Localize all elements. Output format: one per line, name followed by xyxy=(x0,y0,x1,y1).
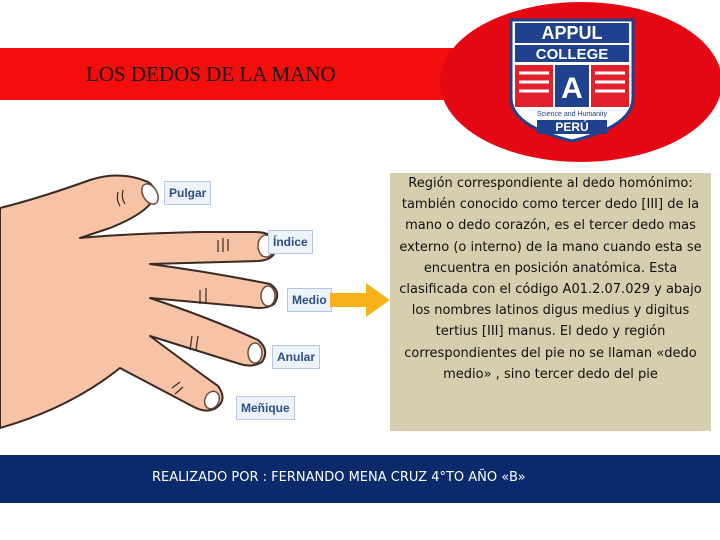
logo-motto: Science and Humanity xyxy=(536,111,608,118)
finger-label-indice: Índice xyxy=(268,230,313,254)
logo-emblem: A xyxy=(561,72,583,105)
finger-label-pulgar: Pulgar xyxy=(164,181,211,205)
logo-country: PERÚ xyxy=(555,120,589,134)
logo-line1: APPUL xyxy=(541,23,603,43)
college-logo xyxy=(507,18,637,143)
finger-label-medio: Medio xyxy=(287,288,332,312)
logo-line2: COLLEGE xyxy=(535,46,609,63)
page-title: LOS DEDOS DE LA MANO xyxy=(86,62,336,86)
right-arrow-icon xyxy=(330,283,390,317)
footer-credit: REALIZADO POR : FERNANDO MENA CRUZ 4°TO AÑO «B» xyxy=(152,470,526,485)
finger-label-anular: Anular xyxy=(272,345,320,369)
description-text: Región correspondiente al dedo homónimo: también conocido como tercer dedo [III] de la mano o dedo corazón, es el tercer dedo mas externo (o interno) de la mano cuando esta se encuentra en posición anatómica. Esta clasificada con el código A01.2.07.029 y abajo los nombres latinos digus medius y digitus tertius [III] manus. El dedo y región correspondientes del pie no se llaman «dedo medio» , sino tercer dedo del pie xyxy=(399,176,702,382)
description-box xyxy=(390,173,711,431)
finger-label-menique: Meñique xyxy=(236,396,295,420)
